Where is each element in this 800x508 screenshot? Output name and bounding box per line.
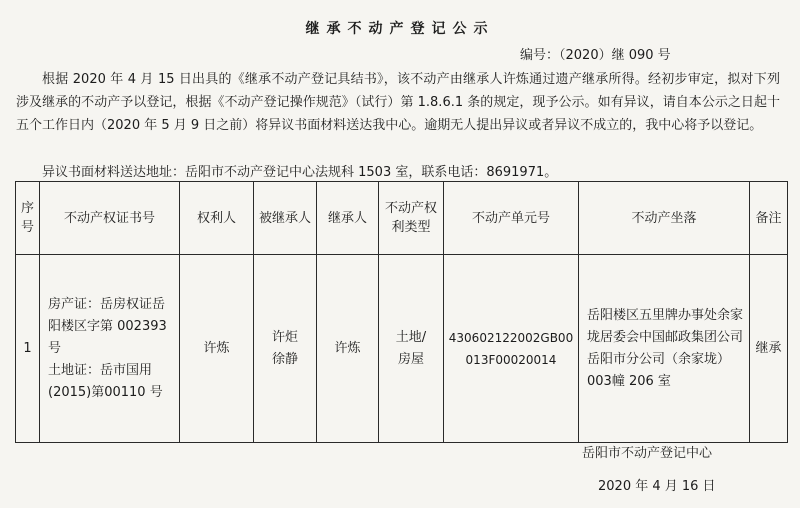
issue-date: 2020 年 4 月 16 日: [598, 479, 716, 494]
cell-location: 岳阳楼区五里牌办事处余家垅居委会中国邮政集团公司岳阳市分公司（余家垅）003幢 206 室: [579, 255, 750, 443]
decedent-2: 徐静: [271, 351, 298, 367]
cert-house: 房产证：岳房权证岳阳楼区字第 002393 号: [48, 296, 167, 356]
document-number: 编号：（2020）继 090 号: [520, 48, 671, 63]
header-location: 不动产坐落: [579, 182, 750, 255]
table-row: [16, 255, 788, 443]
registration-table: [15, 181, 788, 443]
cell-unit-no: 430602122002GB00013F00020014: [444, 255, 579, 443]
cell-decedent: [254, 255, 317, 443]
header-unit-no: 不动产单元号: [444, 182, 579, 255]
right-type-2: 房屋: [397, 351, 424, 367]
header-decedent: 被继承人: [254, 182, 317, 255]
cert-land: 土地证：岳市国用(2015)第00110 号: [48, 362, 163, 400]
header-seq: 序号: [16, 182, 40, 255]
cell-remark: 继承: [750, 255, 788, 443]
body-paragraph: 根据 2020 年 4 月 15 日出具的《继承不动产登记具结书》，该不动产由继承人许炼通过遗产继承所得。经初步审定，拟对下列涉及继承的不动产予以登记，根据《不动产登记操作规范》（试行）第 1.8.6.1 条的规定，现予公示。如有异议，请自本公示之日起十五个工作日内（2020 年 5 月 9 日之前）将异议书面材料送达我中心。逾期无人提出异议或者异议不成立的，我中心将予以登记。: [16, 72, 780, 133]
issuing-organization: 岳阳市不动产登记中心: [582, 446, 713, 461]
header-cert-no: 不动产权证书号: [40, 182, 180, 255]
objection-address: 异议书面材料送达地址：岳阳市不动产登记中心法规科 1503 室，联系电话：8691971。: [42, 165, 558, 180]
right-type-1: 土地/: [395, 329, 427, 345]
header-heir: 继承人: [317, 182, 379, 255]
header-right-type: 不动产权利类型: [379, 182, 444, 255]
document-title: 继承不动产登记公示: [305, 21, 495, 37]
table-header-row: [16, 182, 788, 255]
header-owner: 权利人: [180, 182, 254, 255]
cell-right-type: [379, 255, 444, 443]
cell-cert-no: [40, 255, 180, 443]
cell-owner: 许炼: [180, 255, 254, 443]
header-remark: 备注: [750, 182, 788, 255]
decedent-1: 许炬: [271, 329, 298, 345]
cell-seq: 1: [16, 255, 40, 443]
cell-heir: 许炼: [317, 255, 379, 443]
